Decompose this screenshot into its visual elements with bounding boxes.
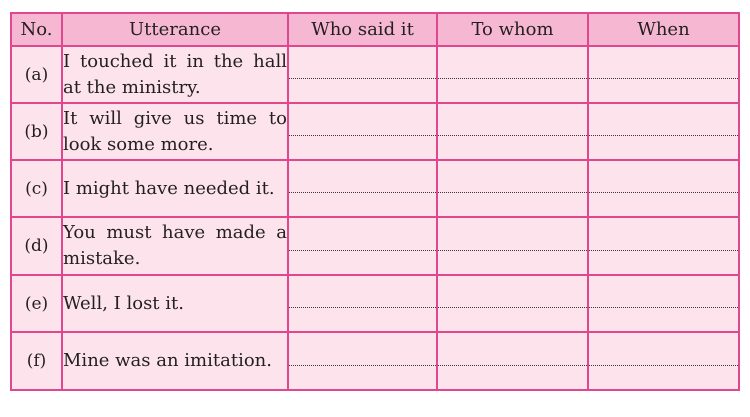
header-to-whom: To whom bbox=[437, 13, 588, 46]
dotted-fill-line bbox=[289, 192, 436, 193]
dotted-fill-line bbox=[438, 365, 587, 366]
table-row bbox=[11, 46, 739, 103]
dotted-fill-line bbox=[589, 135, 738, 136]
when-blank[interactable] bbox=[588, 275, 739, 332]
who-said-it-blank[interactable] bbox=[288, 46, 437, 103]
header-when: When bbox=[588, 13, 739, 46]
header-row bbox=[11, 13, 739, 46]
who-said-it-blank[interactable] bbox=[288, 160, 437, 217]
dotted-fill-line bbox=[589, 365, 738, 366]
who-said-it-blank[interactable] bbox=[288, 217, 437, 275]
dotted-fill-line bbox=[438, 307, 587, 308]
to-whom-blank[interactable] bbox=[437, 275, 588, 332]
table-row bbox=[11, 217, 739, 275]
dotted-fill-line bbox=[289, 307, 436, 308]
table-row bbox=[11, 103, 739, 160]
when-blank[interactable] bbox=[588, 46, 739, 103]
row-number: (a) bbox=[11, 46, 62, 103]
header-utterance: Utterance bbox=[62, 13, 288, 46]
header-no: No. bbox=[11, 13, 62, 46]
to-whom-blank[interactable] bbox=[437, 160, 588, 217]
utterance-text: Well, I lost it. bbox=[62, 275, 288, 332]
row-number: (d) bbox=[11, 217, 62, 275]
utterance-text: I might have needed it. bbox=[62, 160, 288, 217]
utterance-table-wrapper bbox=[10, 12, 740, 391]
dotted-fill-line bbox=[438, 78, 587, 79]
utterance-table bbox=[10, 12, 740, 391]
when-blank[interactable] bbox=[588, 160, 739, 217]
table-row bbox=[11, 160, 739, 217]
dotted-fill-line bbox=[589, 78, 738, 79]
utterance-text: It will give us time to look some more. bbox=[62, 103, 288, 160]
dotted-fill-line bbox=[438, 192, 587, 193]
row-number: (b) bbox=[11, 103, 62, 160]
to-whom-blank[interactable] bbox=[437, 332, 588, 390]
dotted-fill-line bbox=[589, 250, 738, 251]
to-whom-blank[interactable] bbox=[437, 217, 588, 275]
who-said-it-blank[interactable] bbox=[288, 103, 437, 160]
dotted-fill-line bbox=[289, 135, 436, 136]
table-row bbox=[11, 275, 739, 332]
utterance-text: Mine was an imitation. bbox=[62, 332, 288, 390]
dotted-fill-line bbox=[589, 192, 738, 193]
row-number: (f) bbox=[11, 332, 62, 390]
who-said-it-blank[interactable] bbox=[288, 275, 437, 332]
row-number: (c) bbox=[11, 160, 62, 217]
dotted-fill-line bbox=[289, 250, 436, 251]
who-said-it-blank[interactable] bbox=[288, 332, 437, 390]
row-number: (e) bbox=[11, 275, 62, 332]
dotted-fill-line bbox=[438, 135, 587, 136]
to-whom-blank[interactable] bbox=[437, 103, 588, 160]
utterance-text: You must have made a mistake. bbox=[62, 217, 288, 275]
when-blank[interactable] bbox=[588, 217, 739, 275]
table-row bbox=[11, 332, 739, 390]
dotted-fill-line bbox=[589, 307, 738, 308]
dotted-fill-line bbox=[289, 365, 436, 366]
utterance-text: I touched it in the hall at the ministry. bbox=[62, 46, 288, 103]
when-blank[interactable] bbox=[588, 103, 739, 160]
when-blank[interactable] bbox=[588, 332, 739, 390]
dotted-fill-line bbox=[438, 250, 587, 251]
header-who-said-it: Who said it bbox=[288, 13, 437, 46]
dotted-fill-line bbox=[289, 78, 436, 79]
to-whom-blank[interactable] bbox=[437, 46, 588, 103]
